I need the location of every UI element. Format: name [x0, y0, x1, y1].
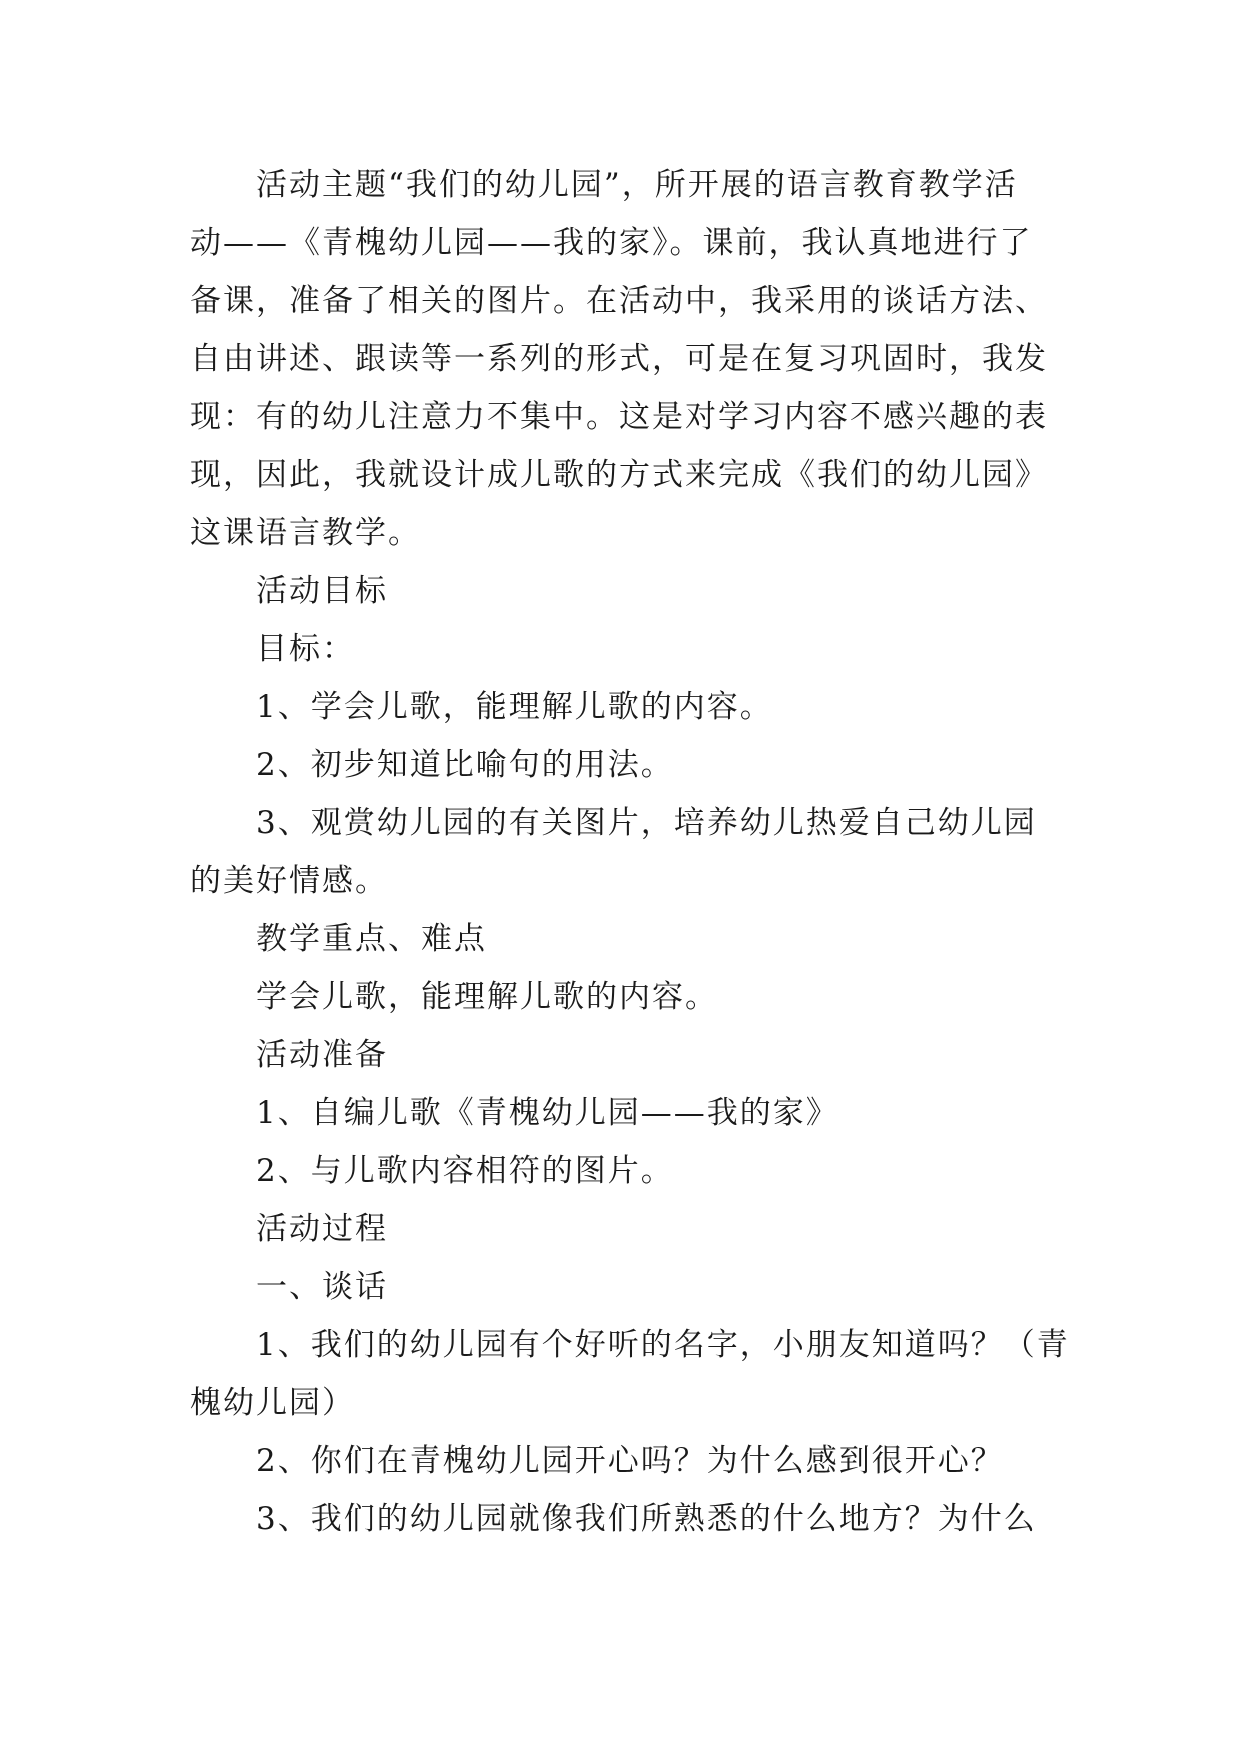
preparation-item: 2、与儿歌内容相符的图片。 [256, 1153, 674, 1189]
goals-label: 目标： [256, 631, 355, 667]
document-body [190, 156, 1070, 1548]
intro-line: 现，因此，我就设计成儿歌的方式来完成《我们的幼儿园》 [190, 457, 1048, 493]
intro-paragraph [190, 156, 1050, 562]
goal-item [190, 794, 1050, 910]
goal-item-line: 的美好情感。 [190, 863, 388, 899]
intro-line: 现：有的幼儿注意力不集中。这是对学习内容不感兴趣的表 [190, 399, 1048, 435]
question-item [190, 1316, 1070, 1432]
key-points-heading: 教学重点、难点 [256, 921, 487, 957]
goal-item-line: 3、观赏幼儿园的有关图片，培养幼儿热爱自己幼儿园 [256, 805, 1037, 841]
intro-line: 这课语言教学。 [190, 515, 421, 551]
section-heading: 一、谈话 [256, 1269, 388, 1305]
goal-item: 2、初步知道比喻句的用法。 [256, 747, 674, 783]
intro-line: 活动主题“我们的幼儿园”，所开展的语言教育教学活 [256, 167, 1018, 203]
question-item: 2、你们在青槐幼儿园开心吗？为什么感到很开心？ [256, 1443, 1004, 1479]
goals-heading: 活动目标 [256, 573, 388, 609]
intro-line: 备课，准备了相关的图片。在活动中，我采用的谈话方法、 [190, 283, 1048, 319]
question-item: 3、我们的幼儿园就像我们所熟悉的什么地方？为什么 [256, 1501, 1037, 1537]
intro-line: 自由讲述、跟读等一系列的形式，可是在复习巩固时，我发 [190, 341, 1048, 377]
preparation-item: 1、自编儿歌《青槐幼儿园——我的家》 [256, 1095, 839, 1131]
goal-item: 1、学会儿歌，能理解儿歌的内容。 [256, 689, 773, 725]
preparation-heading: 活动准备 [256, 1037, 388, 1073]
key-points-text: 学会儿歌，能理解儿歌的内容。 [256, 979, 718, 1015]
question-line: 槐幼儿园） [190, 1385, 355, 1421]
question-line: 1、我们的幼儿园有个好听的名字，小朋友知道吗？（青 [256, 1327, 1070, 1363]
intro-line: 动——《青槐幼儿园——我的家》。课前，我认真地进行了 [190, 225, 1033, 261]
process-heading: 活动过程 [256, 1211, 388, 1247]
